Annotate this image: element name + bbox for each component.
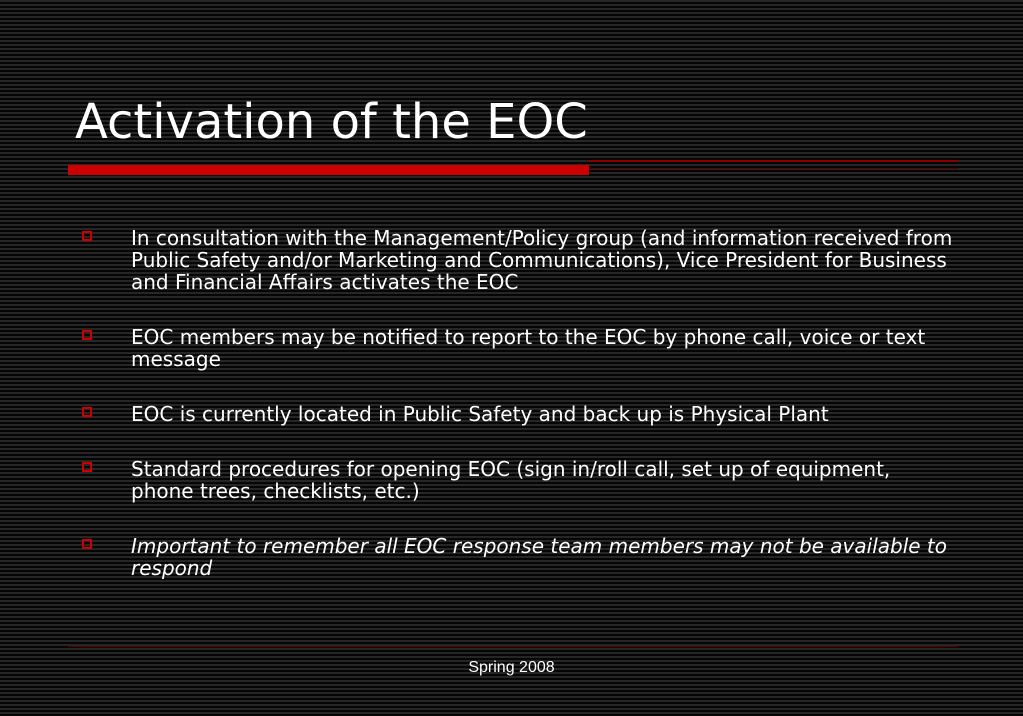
bullet-text: Important to remember all EOC response team members may not be available to respond — [131, 534, 948, 580]
title-underline-thick — [68, 165, 589, 175]
title-underline-thin-bottom — [589, 168, 958, 169]
bullet-item-activation — [78, 227, 958, 293]
bullet-item-availability — [78, 535, 958, 579]
hollow-square-bullet-icon — [82, 330, 92, 340]
bullet-list — [78, 227, 958, 612]
slide-title: Activation of the EOC — [75, 94, 588, 150]
bullet-text: EOC is currently located in Public Safety and back up is Physical Plant — [131, 402, 829, 426]
footer-date: Spring 2008 — [468, 659, 555, 676]
hollow-square-bullet-icon — [82, 407, 92, 417]
bullet-item-procedures — [78, 458, 958, 502]
hollow-square-bullet-icon — [82, 462, 92, 472]
bullet-text: Standard procedures for opening EOC (sign in/roll call, set up of equipment, phone trees, checklists, etc.) — [131, 457, 891, 503]
title-underline-thin-top — [589, 160, 958, 162]
hollow-square-bullet-icon — [82, 231, 92, 241]
bullet-text: EOC members may be notified to report to the EOC by phone call, voice or text message — [131, 325, 926, 371]
bullet-text: In consultation with the Management/Policy group (and information received from Public Safety and/or Marketing and Communications), Vice President for Business and Financial Affairs activates the EOC — [131, 226, 953, 294]
footer-divider — [68, 646, 958, 647]
bullet-item-location — [78, 403, 958, 425]
bullet-item-notification — [78, 326, 958, 370]
hollow-square-bullet-icon — [82, 539, 92, 549]
